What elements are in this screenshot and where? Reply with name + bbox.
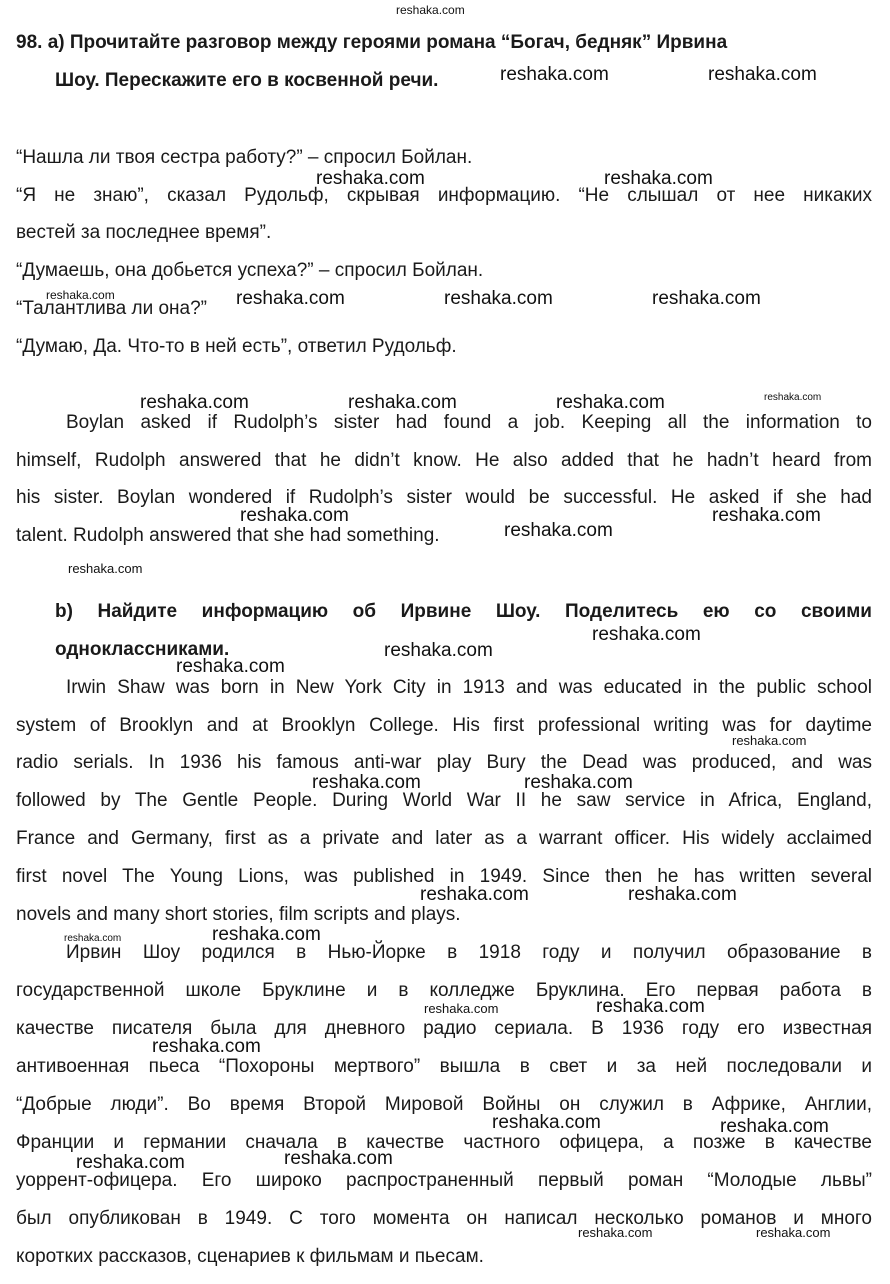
watermark: reshaka.com	[176, 656, 285, 677]
reported-speech-line: talent. Rudolph answered that she had something.	[16, 525, 440, 546]
watermark: reshaka.com	[240, 505, 349, 526]
watermark: reshaka.com	[312, 772, 421, 793]
dialogue-line: “Думаю, Да. Что-то в ней есть”, ответил Рудольф.	[16, 336, 457, 357]
exercise-number: 98.	[16, 32, 43, 53]
watermark: reshaka.com	[348, 392, 457, 413]
watermark: reshaka.com	[712, 505, 821, 526]
part-b-heading-line-2: одноклассниками.	[55, 639, 230, 660]
english-bio-line: system of Brooklyn and at Brooklyn College. His first professional writing was for daytime	[16, 715, 872, 736]
watermark: reshaka.com	[592, 624, 701, 645]
watermark: reshaka.com	[720, 1116, 829, 1137]
watermark: reshaka.com	[316, 168, 425, 189]
watermark: reshaka.com	[384, 640, 493, 661]
dialogue-line: “Талантлива ли она?”	[16, 298, 208, 319]
watermark: reshaka.com	[212, 924, 321, 945]
reported-speech-line: his sister. Boylan wondered if Rudolph’s sister would be successful. He asked if she had	[16, 487, 872, 508]
watermark: reshaka.com	[504, 520, 613, 541]
english-bio-line: first novel The Young Lions, was published in 1949. Since then he has written several	[16, 866, 872, 887]
russian-bio-line: был опубликован в 1949. С того момента он написал несколько романов и много	[16, 1208, 872, 1229]
reported-speech-line: Boylan asked if Rudolph’s sister had found a job. Keeping all the information to	[66, 412, 872, 433]
watermark: reshaka.com	[764, 392, 822, 403]
dialogue-line: вестей за последнее время”.	[16, 222, 272, 243]
watermark: reshaka.com	[236, 288, 345, 309]
dialogue-line: “Думаешь, она добьется успеха?” – спросил Бойлан.	[16, 260, 484, 281]
watermark: reshaka.com	[444, 288, 553, 309]
watermark: reshaka.com	[284, 1148, 393, 1169]
russian-bio-line: качестве писателя была для дневного радио сериала. В 1936 году его известная	[16, 1018, 872, 1039]
watermark: reshaka.com	[652, 288, 761, 309]
watermark: reshaka.com	[596, 996, 705, 1017]
russian-bio-line: уоррент-офицера. Его широко распространенный первый роман “Молодые львы”	[16, 1170, 872, 1191]
watermark: reshaka.com	[708, 64, 817, 85]
part-b-heading-line-1: b) Найдите информацию об Ирвине Шоу. Поделитесь ею со своими	[55, 601, 872, 622]
watermark: reshaka.com	[424, 1001, 499, 1016]
watermark: reshaka.com	[500, 64, 609, 85]
watermark: reshaka.com	[420, 884, 529, 905]
watermark: reshaka.com	[140, 392, 249, 413]
watermark: reshaka.com	[68, 561, 143, 576]
english-bio-line: followed by The Gentle People. During World War II he saw service in Africa, England,	[16, 790, 872, 811]
english-bio-line: novels and many short stories, film scripts and plays.	[16, 904, 461, 925]
watermark: reshaka.com	[578, 1225, 653, 1240]
english-bio-line: Irwin Shaw was born in New York City in 1913 and was educated in the public school	[66, 677, 872, 698]
watermark: reshaka.com	[46, 288, 115, 302]
dialogue-line: “Я не знаю”, сказал Рудольф, скрывая информацию. “Не слышал от нее никаких	[16, 185, 872, 206]
watermark: reshaka.com	[756, 1225, 831, 1240]
russian-bio-line: антивоенная пьеса “Похороны мертвого” вышла в свет и за ней последовали и	[16, 1056, 872, 1077]
watermark: reshaka.com	[152, 1036, 261, 1057]
russian-bio-line: Франции и германии сначала в качестве частного офицера, а позже в качестве	[16, 1132, 872, 1153]
part-a-heading-line-1: a) Прочитайте разговор между героями романа “Богач, бедняк” Ирвина	[47, 32, 728, 53]
watermark: reshaka.com	[524, 772, 633, 793]
reported-speech-line: himself, Rudolph answered that he didn’t know. He also added that he hadn’t heard from	[16, 450, 872, 471]
russian-bio-line: Ирвин Шоу родился в Нью-Йорке в 1918 году и получил образование в	[66, 942, 872, 963]
watermark: reshaka.com	[556, 392, 665, 413]
watermark: reshaka.com	[732, 733, 807, 748]
watermark: reshaka.com	[64, 933, 122, 944]
exercise-heading-a	[16, 31, 872, 55]
watermark: reshaka.com	[396, 3, 465, 17]
english-bio-line: radio serials. In 1936 his famous anti-war play Bury the Dead was produced, and was	[16, 752, 872, 773]
watermark: reshaka.com	[604, 168, 713, 189]
russian-bio-line: коротких рассказов, сценариев к фильмам и пьесам.	[16, 1246, 484, 1267]
russian-bio-line: государственной школе Бруклине и в колледже Бруклина. Его первая работа в	[16, 980, 872, 1001]
dialogue-line: “Нашла ли твоя сестра работу?” – спросил Бойлан.	[16, 147, 473, 168]
watermark: reshaka.com	[628, 884, 737, 905]
watermark: reshaka.com	[492, 1112, 601, 1133]
russian-bio-line: “Добрые люди”. Во время Второй Мировой Войны он служил в Африке, Англии,	[16, 1094, 872, 1115]
part-a-heading-line-2: Шоу. Перескажите его в косвенной речи.	[55, 70, 439, 91]
watermark: reshaka.com	[76, 1152, 185, 1173]
english-bio-line: France and Germany, first as a private and later as a warrant officer. His widely acclaimed	[16, 828, 872, 849]
